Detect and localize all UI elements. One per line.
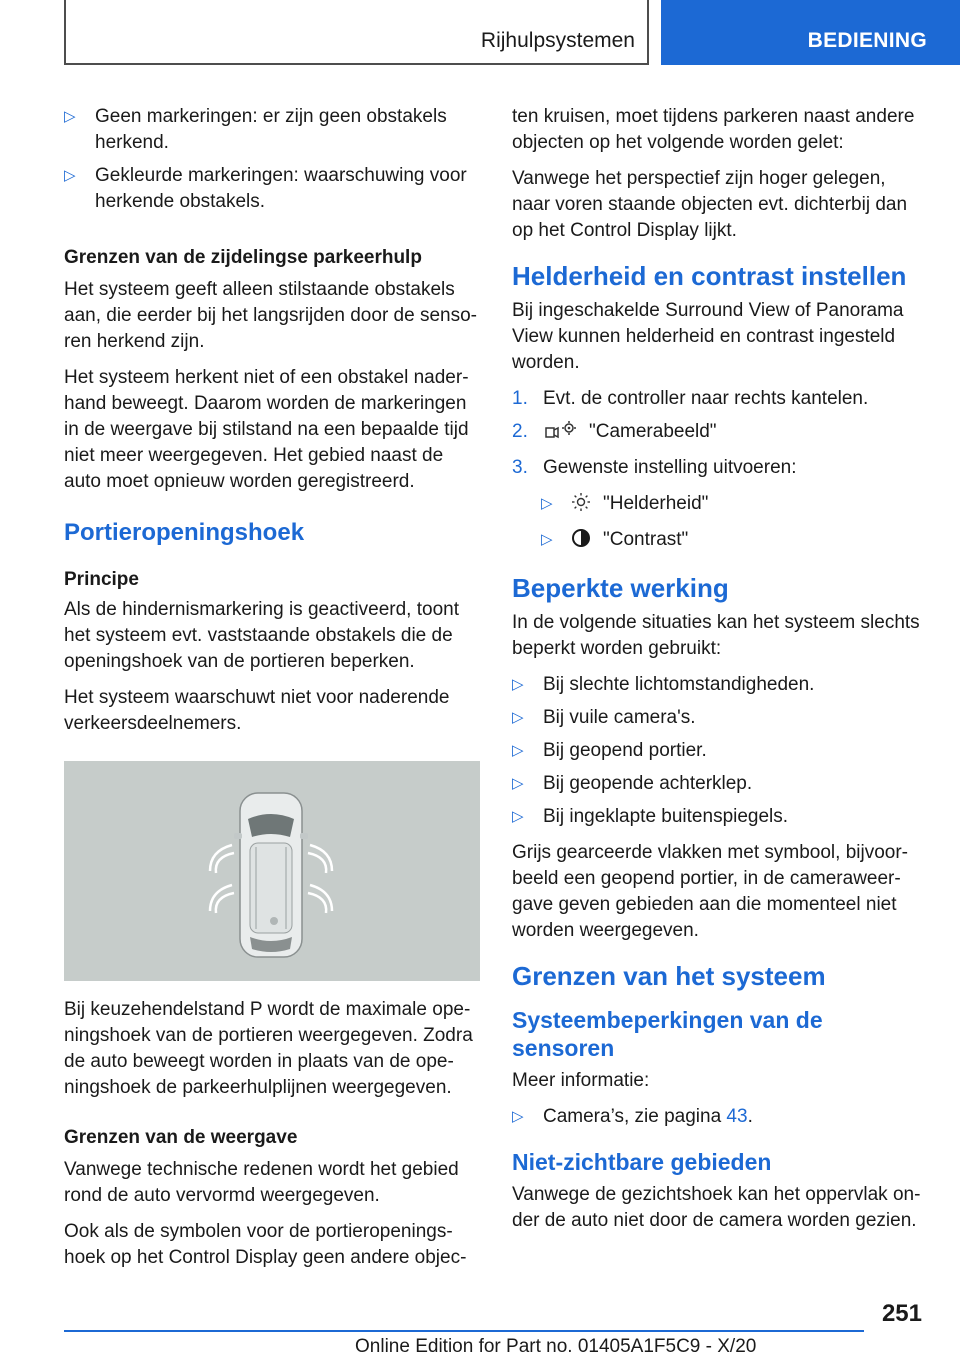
header-chapter-tab[interactable] [661, 0, 960, 65]
header-section-title: Rijhulpsystemen [480, 29, 635, 52]
header-chapter-title: BEDIENING [807, 29, 927, 52]
heading-limited-operation: Beperkte werking [512, 573, 729, 603]
list-item: 3. Gewenste instelling uitvoeren: [512, 457, 797, 478]
right-column [512, 104, 926, 1244]
header-section-box [64, 0, 649, 65]
paragraph: Grijs gearceerde vlakken met symbool, bijvoorbeeld een geopend portier, in de cameraweergave geven gebieden aan die momenteel niet worden weergegeven. [512, 842, 908, 941]
page-reference-link[interactable]: 43 [726, 1106, 748, 1127]
triangle-bullet-icon: ▷ [512, 676, 524, 693]
car-top-view-icon [64, 761, 480, 981]
footer-divider [64, 1330, 864, 1332]
paragraph: Het systeem geeft alleen stilstaande obstakels aan, die eerder bij het langsrijden door de sensoren herkend zijn. [64, 279, 477, 352]
limits-list [512, 672, 926, 830]
footer-edition: Online Edition for Part no. 01405A1F5C9 - X/20 [355, 1336, 757, 1357]
left-column [64, 104, 482, 1281]
list-item: ▷ Bij vuile camera's. [512, 705, 926, 731]
heading-door-angle: Portieropeningshoek [64, 519, 305, 546]
subheading-side-parking: Grenzen van de zijdelingse parkeerhulp [64, 247, 422, 268]
triangle-bullet-icon: ▷ [541, 531, 553, 548]
list-item: ▷ Bij slechte lichtomstandigheden. [512, 672, 926, 698]
triangle-bullet-icon: ▷ [512, 808, 524, 825]
subheading-principle: Principe [64, 569, 139, 590]
brightness-sun-icon [571, 492, 591, 520]
list-item: ▷ Bij geopende achterklep. [512, 771, 926, 797]
paragraph: ten kruisen, moet tijdens parkeren naast andere objecten op het volgende worden gelet: [512, 106, 915, 153]
list-item: ▷ Gekleurde markeringen: waarschuwing voor herkende obstakels. [64, 165, 467, 212]
triangle-bullet-icon: ▷ [512, 742, 524, 759]
steps-list [512, 386, 926, 481]
subheading-display-limits: Grenzen van de weergave [64, 1127, 298, 1148]
paragraph: In de volgende situaties kan het systeem slechts beperkt worden gebruikt: [512, 612, 920, 659]
marking-list [64, 104, 482, 215]
paragraph: Ook als de symbolen voor de portieropeningshoek op het Control Display geen andere objec- [64, 1221, 467, 1268]
list-item: ▷ "Helderheid" [541, 491, 926, 520]
contrast-icon [571, 528, 591, 556]
heading-invisible-areas: Niet-zichtbare gebieden [512, 1149, 772, 1175]
triangle-bullet-icon: ▷ [512, 1108, 524, 1125]
list-item: ▷ Bij geopend portier. [512, 738, 926, 764]
list-item: 1. Evt. de controller naar rechts kantelen. [512, 388, 869, 409]
paragraph: Vanwege de gezichtshoek kan het oppervlak onder de auto niet door de camera worden gezien. [512, 1184, 921, 1231]
triangle-bullet-icon: ▷ [512, 709, 524, 726]
triangle-bullet-icon: ▷ [512, 775, 524, 792]
paragraph: Als de hindernismarkering is geactiveerd, toont het systeem evt. vaststaande obstakels die de openingshoek van de portieren beperken. [64, 599, 459, 672]
paragraph: Het systeem herkent niet of een obstakel naderhand beweegt. Daarom worden de markeringen in de weergave bij stilstand na een bepaalde tijd niet meer weergegeven. Het gebied naast de auto moet opnieuw worden geregistreerd. [64, 367, 469, 492]
list-item: ▷ Camera’s, zie pagina 43. [512, 1104, 926, 1130]
list-item: 2. "Camerabeeld" [512, 419, 926, 448]
triangle-bullet-icon: ▷ [64, 167, 76, 184]
list-item: ▷ Bij ingeklapte buitenspiegels. [512, 804, 926, 830]
paragraph: Vanwege technische redenen wordt het gebied rond de auto vervormd weergegeven. [64, 1159, 459, 1206]
list-item: ▷ "Contrast" [541, 527, 926, 556]
paragraph: Bij keuzehendelstand P wordt de maximale openingshoek van de portieren weergegeven. Zodra de auto beweegt worden in plaats van de openingshoek de parkeerhulplijnen weergegeven. [64, 999, 473, 1098]
paragraph: Bij ingeschakelde Surround View of Panorama View kunnen helderheid en contrast ingesteld worden. [512, 300, 904, 373]
settings-sublist [541, 491, 926, 556]
heading-system-limits: Grenzen van het systeem [512, 961, 826, 991]
heading-sensor-limits: Systeembeperkingen van de sensoren [512, 1007, 823, 1061]
triangle-bullet-icon: ▷ [541, 495, 553, 512]
paragraph: Vanwege het perspectief zijn hoger gelegen, naar voren staande objecten evt. dichterbij dan op het Control Display lijkt. [512, 168, 908, 241]
triangle-bullet-icon: ▷ [64, 108, 76, 125]
page-number: 251 [881, 1300, 922, 1327]
reference-list [512, 1104, 926, 1130]
paragraph: Meer informatie: [512, 1070, 650, 1091]
list-item: ▷ Geen markeringen: er zijn geen obstakels herkend. [64, 106, 447, 153]
camera-settings-icon [543, 420, 577, 448]
car-door-angle-illustration [64, 761, 480, 981]
heading-brightness-contrast: Helderheid en contrast instellen [512, 261, 907, 291]
paragraph: Het systeem waarschuwt niet voor naderende verkeersdeelnemers. [64, 687, 450, 734]
